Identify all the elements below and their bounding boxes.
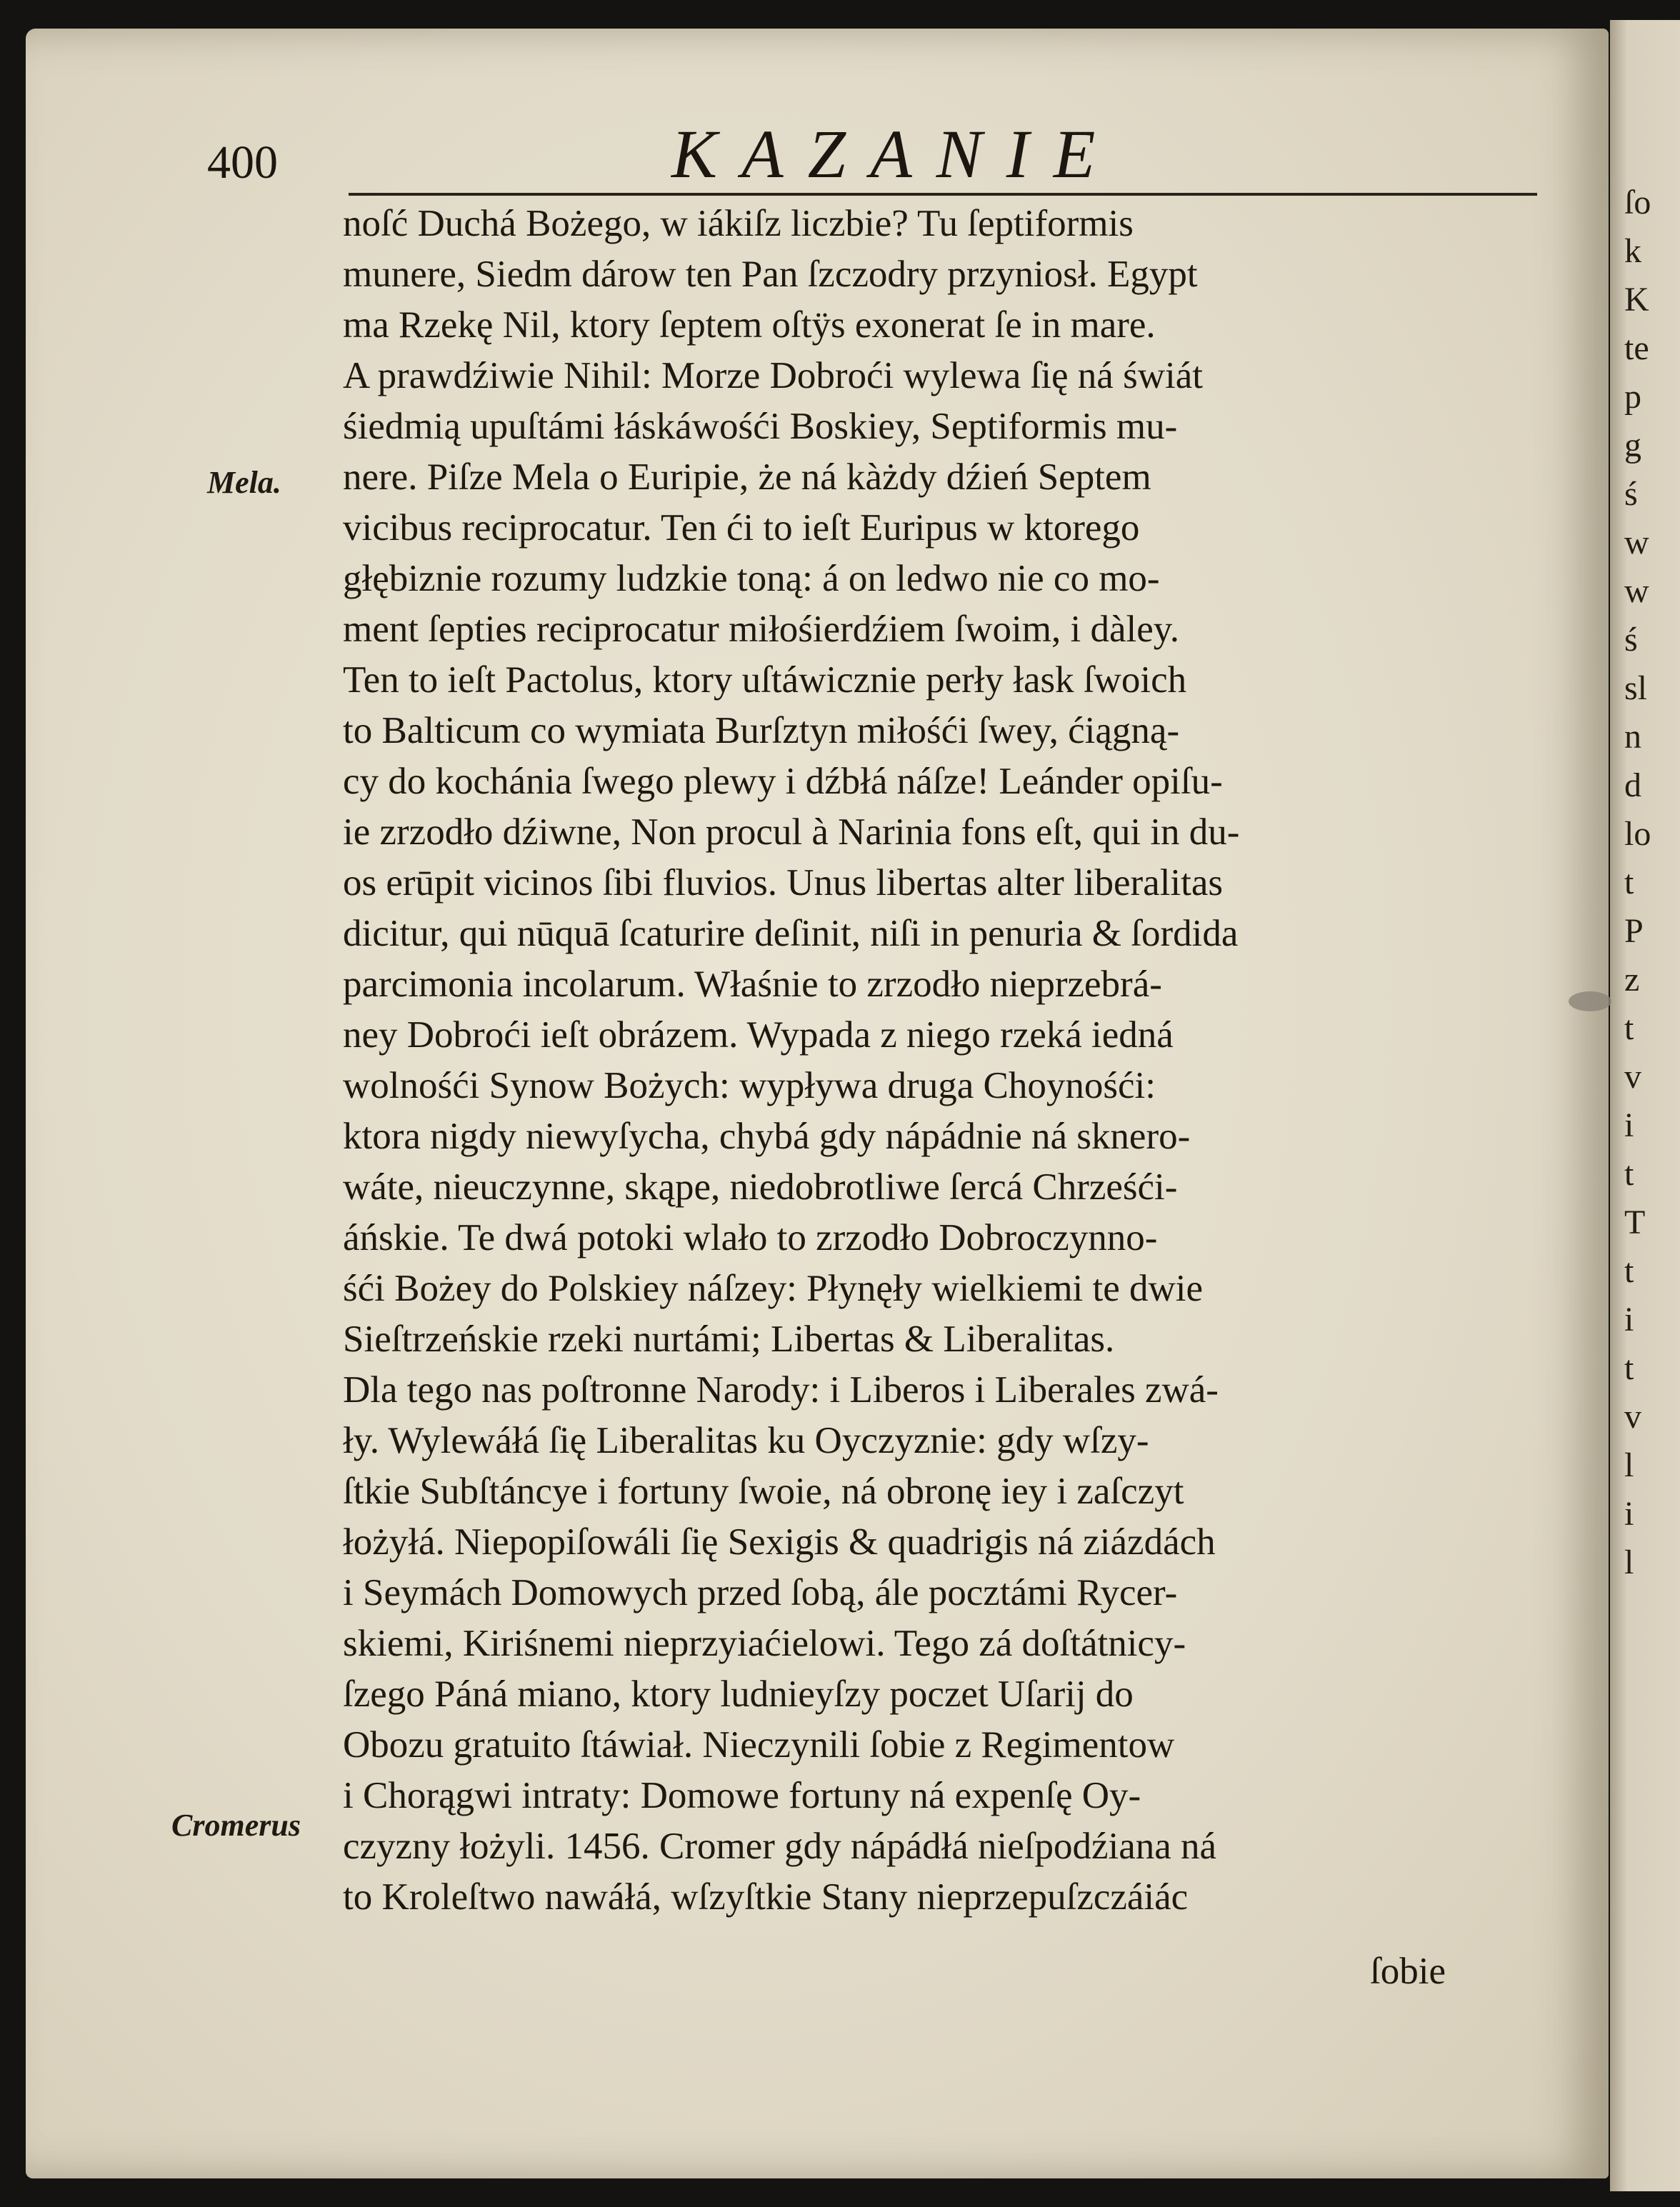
facing-page-fragment: te: [1624, 329, 1649, 367]
text-line: ma Rzekę Nil, ktory ſeptem oſtÿs exonerat ſe in mare.: [343, 304, 1156, 346]
facing-page-fragment: z: [1624, 961, 1640, 999]
text-line: ney Dobroći ieſt obrázem. Wypada z niego rzeká iedná: [343, 1014, 1174, 1056]
facing-page-fragment: v: [1624, 1398, 1641, 1436]
facing-page-fragment: g: [1624, 426, 1641, 464]
facing-page-fragment: i: [1624, 1495, 1634, 1533]
text-line: A prawdźiwie Nihil: Morze Dobroći wylewa ſię ná świát: [343, 355, 1203, 396]
text-line: czyzny łożyli. 1456. Cromer gdy nápádłá nieſpodźiana ná: [343, 1826, 1217, 1867]
text-line: cy do kochánia ſwego plewy i dźbłá náſze! Leánder opiſu-: [343, 761, 1223, 802]
facing-page-fragment: sl: [1624, 669, 1648, 707]
text-line: noſć Duchá Bożego, w iákiſz liczbie? Tu ſeptiformis: [343, 203, 1134, 244]
text-line: łożyłá. Niepopiſowáli ſię Sexigis & quadrigis ná ziázdách: [343, 1521, 1216, 1563]
text-line: Obozu gratuito ſtáwiał. Nieczynili ſobie z Regimentow: [343, 1724, 1175, 1766]
facing-page-fragment: d: [1624, 766, 1641, 804]
catchword: ſobie: [1370, 1951, 1446, 1992]
text-line: munere, Siedm dárow ten Pan ſzczodry przyniosł. Egypt: [343, 254, 1198, 295]
facing-page-fragment: T: [1624, 1203, 1646, 1241]
text-line: nere. Piſze Mela o Euripie, że ná kàżdy dźień Septem: [343, 456, 1151, 498]
facing-page-fragment: t: [1624, 1252, 1634, 1290]
text-line: vicibus reciprocatur. Ten ći to ieſt Euripus w ktorego: [343, 507, 1140, 549]
facing-page-fragment: ś: [1624, 621, 1638, 659]
facing-page-fragment: p: [1624, 378, 1641, 416]
facing-page-fragment: k: [1624, 232, 1641, 270]
text-line: ktora nigdy niewyſycha, chybá gdy nápádnie ná sknero-: [343, 1116, 1191, 1157]
page-stain: [1569, 991, 1611, 1011]
text-line: os erūpit vicinos ſibi fluvios. Unus libertas alter liberalitas: [343, 862, 1224, 904]
facing-page-fragment: w: [1624, 524, 1649, 561]
facing-page-fragment: K: [1624, 281, 1649, 319]
margin-note-mela: Mela.: [207, 465, 281, 500]
facing-page-fragment: t: [1624, 1009, 1634, 1047]
text-line: ły. Wylewáłá ſię Liberalitas ku Oyczyznie: gdy wſzy-: [343, 1420, 1149, 1461]
facing-page-fragment: i: [1624, 1106, 1634, 1144]
facing-page-fragment: t: [1624, 1349, 1634, 1387]
sermon-body-text: [343, 199, 1543, 1923]
text-line: parcimonia incolarum. Właśnie to zrzodło nieprzebrá-: [343, 964, 1162, 1005]
running-title: KAZANIE: [671, 116, 1120, 192]
facing-page-fragment: l: [1624, 1446, 1634, 1484]
facing-page-fragment: lo: [1624, 815, 1651, 853]
text-line: Ten to ieſt Pactolus, ktory uſtáwicznie perły łask ſwoich: [343, 659, 1187, 701]
text-line: głębiznie rozumy ludzkie toną: á on ledwo nie co mo-: [343, 558, 1160, 599]
facing-page-fragment: ſo: [1624, 184, 1651, 221]
facing-page-fragment: w: [1624, 572, 1649, 610]
facing-page-fragment: P: [1624, 912, 1644, 950]
text-line: wolnośći Synow Bożych: wypływa druga Choynośći:: [343, 1065, 1156, 1106]
page-number: 400: [207, 136, 278, 189]
facing-page-fragment: t: [1624, 864, 1634, 901]
text-line: áńskie. Te dwá potoki wlało to zrzodło Dobroczynno-: [343, 1217, 1158, 1258]
text-line: ſtkie Subſtáncye i fortuny ſwoie, ná obronę iey i zaſczyt: [343, 1471, 1184, 1512]
text-line: wáte, nieuczynne, skąpe, niedobrotliwe ſercá Chrześći-: [343, 1166, 1178, 1208]
text-line: ment ſepties reciprocatur miłośierdźiem ſwoim, i dàley.: [343, 609, 1180, 650]
facing-page-fragment: n: [1624, 718, 1641, 756]
text-line: dicitur, qui nūquā ſcaturire deſinit, niſi in penuria & ſordida: [343, 913, 1239, 954]
text-line: ie zrzodło dźiwne, Non procul à Narinia fons eſt, qui in du-: [343, 811, 1240, 853]
facing-page-fragment: l: [1624, 1543, 1634, 1581]
text-line: Dla tego nas poſtronne Narody: i Liberos i Liberales zwá-: [343, 1369, 1219, 1411]
margin-note-cromerus: Cromerus: [171, 1808, 301, 1843]
header-rule: [349, 193, 1537, 196]
facing-page-edge: [1610, 20, 1680, 2191]
facing-page-fragment: ś: [1624, 475, 1638, 513]
text-line: śći Bożey do Polskiey náſzey: Płynęły wielkiemi te dwie: [343, 1268, 1204, 1309]
text-line: i Chorągwi intraty: Domowe fortuny ná expenſę Oy-: [343, 1775, 1141, 1816]
text-line: i Seymách Domowych przed ſobą, ále pocztámi Rycer-: [343, 1572, 1178, 1613]
facing-page-fragment: t: [1624, 1155, 1634, 1193]
text-line: ſzego Páná miano, ktory ludnieyſzy poczet Uſarij do: [343, 1673, 1134, 1715]
text-line: skiemi, Kiriśnemi nieprzyiaćielowi. Tego zá doſtátnicy-: [343, 1623, 1186, 1664]
text-line: to Balticum co wymiata Burſztyn miłośći ſwey, ćiągną-: [343, 710, 1180, 751]
text-line: to Kroleſtwo nawáłá, wſzyſtkie Stany nieprzepuſzczáiác: [343, 1876, 1189, 1918]
text-line: śiedmią upuſtámi łáskáwośći Boskiey, Septiformis mu-: [343, 406, 1178, 447]
facing-page-fragment: v: [1624, 1058, 1641, 1096]
text-line: Sieſtrzeńskie rzeki nurtámi; Libertas & Liberalitas.: [343, 1318, 1115, 1360]
facing-page-fragment: i: [1624, 1301, 1634, 1338]
